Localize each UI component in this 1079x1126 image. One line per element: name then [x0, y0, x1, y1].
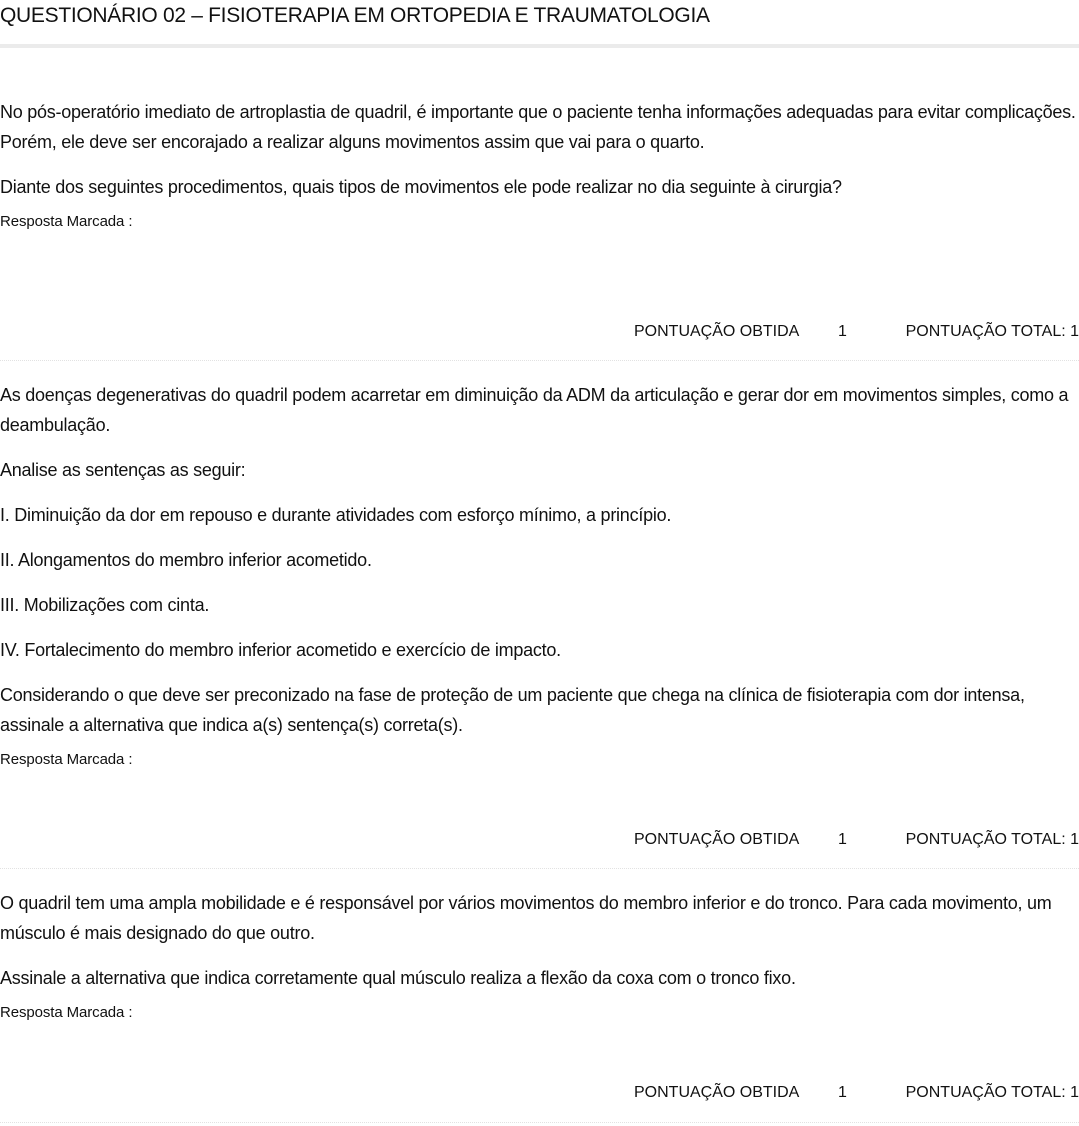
score-row [0, 829, 1079, 851]
score-label: PONTUAÇÃO OBTIDA [634, 1084, 800, 1101]
total-score: PONTUAÇÃO TOTAL: 1 [905, 323, 1079, 340]
score-value: 1 [838, 831, 847, 848]
question-text: O quadril tem uma ampla mobilidade e é responsável por vários movimentos do membro inferior e do tronco. Para cada movimento, um músculo é mais designado do que outro. [0, 893, 1052, 943]
score-row [0, 1082, 1079, 1104]
question-text: No pós-operatório imediato de artroplastia de quadril, é importante que o paciente tenha informações adequadas para evitar complicações. Porém, ele deve ser encorajado a realizar alguns movimentos assim que vai para o quarto. [0, 102, 1076, 152]
question-instruction: Analise as sentenças as seguir: [0, 460, 246, 480]
question-text: As doenças degenerativas do quadril podem acarretar em diminuição da ADM da articulação e gerar dor em movimentos simples, como a deambulação. [0, 385, 1069, 435]
statement-4: IV. Fortalecimento do membro inferior acometido e exercício de impacto. [0, 640, 561, 660]
question-2 [0, 380, 1079, 770]
score-value: 1 [838, 1084, 847, 1101]
question-3 [0, 888, 1079, 1023]
total-score: PONTUAÇÃO TOTAL: 1 [905, 831, 1079, 848]
question-divider [0, 1122, 1079, 1123]
answer-label: Resposta Marcada : [0, 213, 133, 230]
score-value: 1 [838, 323, 847, 340]
total-score: PONTUAÇÃO TOTAL: 1 [905, 1084, 1079, 1101]
question-divider [0, 868, 1079, 869]
score-row [0, 321, 1079, 343]
answer-label: Resposta Marcada : [0, 751, 133, 768]
question-prompt: Diante dos seguintes procedimentos, quais tipos de movimentos ele pode realizar no dia seguinte à cirurgia? [0, 177, 842, 197]
question-prompt: Assinale a alternativa que indica corretamente qual músculo realiza a flexão da coxa com o tronco fixo. [0, 968, 796, 988]
question-prompt: Considerando o que deve ser preconizado na fase de proteção de um paciente que chega na clínica de fisioterapia com dor intensa, assinale a alternativa que indica a(s) sentença(s) correta(s). [0, 685, 1025, 735]
statement-1: I. Diminuição da dor em repouso e durante atividades com esforço mínimo, a princípio. [0, 505, 672, 525]
question-1 [0, 97, 1079, 232]
answer-label: Resposta Marcada : [0, 1004, 133, 1021]
question-divider [0, 360, 1079, 361]
statement-3: III. Mobilizações com cinta. [0, 595, 210, 615]
score-label: PONTUAÇÃO OBTIDA [634, 831, 800, 848]
statement-2: II. Alongamentos do membro inferior acometido. [0, 550, 372, 570]
score-label: PONTUAÇÃO OBTIDA [634, 323, 800, 340]
page-title: QUESTIONÁRIO 02 – FISIOTERAPIA EM ORTOPEDIA E TRAUMATOLOGIA [0, 4, 710, 27]
title-divider [0, 44, 1079, 48]
